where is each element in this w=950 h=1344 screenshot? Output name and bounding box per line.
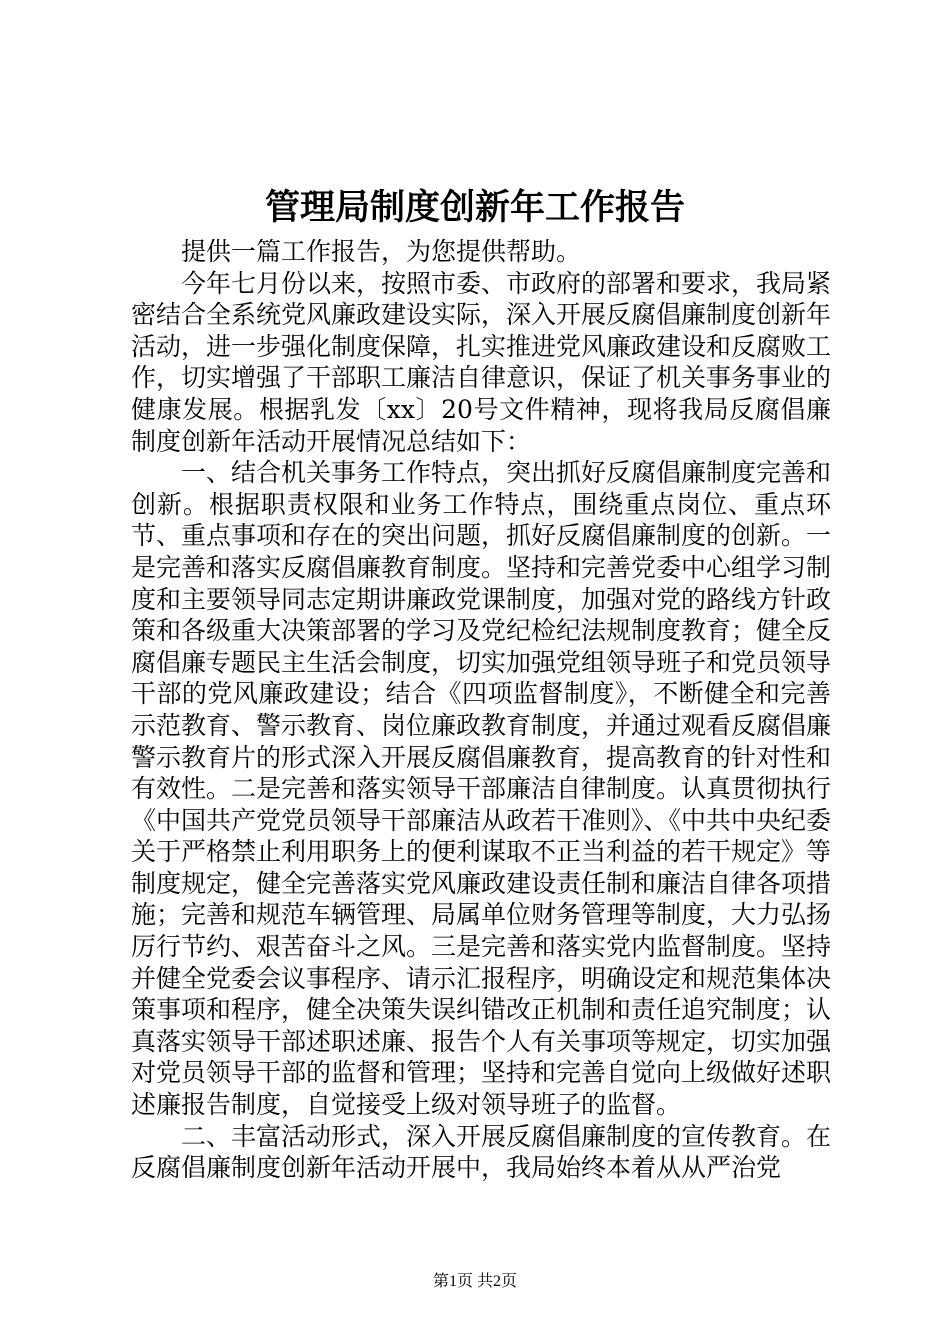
document-body [131,236,831,1184]
paragraph-overview: 今年七月份以来，按照市委、市政府的部署和要求，我局紧密结合全系统党风廉政建设实际，深入开展反腐倡廉制度创新年活动，进一步强化制度保障，扎实推进党风廉政建设和反腐败工作，切实增强了干部职工廉洁自律意识，保证了机关事务事业的健康发展。根据乳发〔xx〕20号文件精神，现将我局反腐倡廉制度创新年活动开展情况总结如下： [131,268,832,456]
paragraph-intro: 提供一篇工作报告，为您提供帮助。 [181,237,582,266]
page-number-footer: 第1页 共2页 [432,1273,517,1290]
document-title: 管理局制度创新年工作报告 [264,187,685,228]
paragraph-section-two: 二、丰富活动形式，深入开展反腐倡廉制度的宣传教育。在反腐倡廉制度创新年活动开展中，我局始终本着从从严治党 [131,1121,832,1183]
paragraph-section-one: 一、结合机关事务工作特点，突出抓好反腐倡廉制度完善和创新。根据职责权限和业务工作特点，围绕重点岗位、重点环节、重点事项和存在的突出问题，抓好反腐倡廉制度的创新。一是完善和落实反腐倡廉教育制度。坚持和完善党委中心组学习制度和主要领导同志定期讲廉政党课制度，加强对党的路线方针政策和各级重大决策部署的学习及党纪检纪法规制度教育；健全反腐倡廉专题民主生活会制度，切实加强党组领导班子和党员领导干部的党风廉政建设；结合《四项监督制度》，不断健全和完善示范教育、警示教育、岗位廉政教育制度，并通过观看反腐倡廉警示教育片的形式深入开展反腐倡廉教育，提高教育的针对性和有效性。二是完善和落实领导干部廉洁自律制度。认真贯彻执行《中国共产党党员领导干部廉洁从政若干准则》、《中共中央纪委关于严格禁止利用职务上的便利谋取不正当利益的若干规定》等制度规定，健全完善落实党风廉政建设责任制和廉洁自律各项措施；完善和规范车辆管理、局属单位财务管理等制度，大力弘扬厉行节约、艰苦奋斗之风。三是完善和落实党内监督制度。坚持并健全党委会议事程序、请示汇报程序，明确设定和规范集体决策事项和程序，健全决策失误纠错改正机制和责任追究制度；认真落实领导干部述职述廉、报告个人有关事项等规定，切实加强对党员领导干部的监督和管理；坚持和完善自觉向上级做好述职述廉报告制度，自觉接受上级对领导班子的监督。 [131,458,832,1120]
